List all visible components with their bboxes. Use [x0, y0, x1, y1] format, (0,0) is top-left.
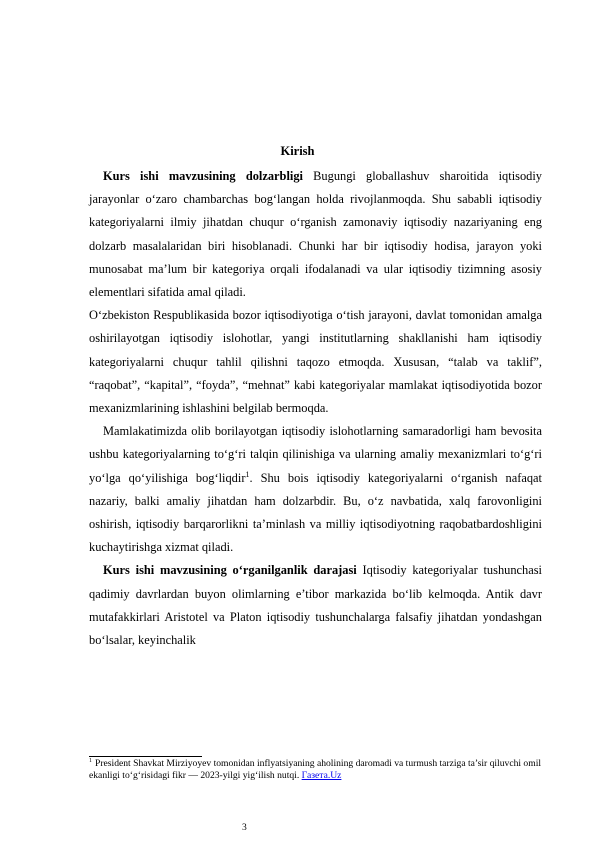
reforms-text: Mamlakatimizda olib borilayotgan iqtisodiy islohotlarning samaradorligi ham bevosita ushbu kategoriyalarning to‘g‘ri talqin qilinishiga va ularning amaliy mexanizmlari to‘g‘ri yo‘lga qo‘yilishiga bog‘liqdir: [89, 424, 542, 485]
footnote: [89, 758, 549, 781]
footnote-separator: [89, 756, 202, 757]
reforms-tail: . Shu bois iqtisodiy kategoriyalarni o‘rganish nafaqat nazariy, balki amaliy jihatdan ham dolzarbdir. Bu, o‘z navbatida, xalq farovonligini oshirish, iqtisodiy barqarorlikni ta’minlash va milliy iqtisodiyotning raqobatbardoshligini kuchaytirishga xizmat qiladi.: [89, 470, 542, 555]
paragraph-reforms: [89, 420, 542, 559]
footnote-marker: 1: [89, 757, 92, 764]
paragraph-uzbekistan: O‘zbekiston Respublikasida bozor iqtisodiyotiga o‘tish jarayoni, davlat tomonidan amalga oshirilayotgan iqtisodiy islohotlar, yangi institutlarning shakllanishi ham iqtisodiy kategoriyalarni chuqur tahlil qilishni taqozo etmoqda. Xususan, “talab va taklif”, “raqobat”, “kapital”, “foyda”, “mehnat” kabi kategoriyalar mamlakat iqtisodiyotida bozor mexanizmlarining ishlashini belgilab bermoqda.: [89, 308, 542, 416]
relevance-text: Bugungi globallashuv sharoitida iqtisodiy jarayonlar o‘zaro chambarchas bog‘langan holda rivojlanmoqda. Shu sababli iqtisodiy kategoriyalarni ilmiy jihatdan chuqur o‘rganish zamonaviy iqtisodiy nazariyaning eng dolzarb masalalaridan biri hisoblanadi. Chunki har bir iqtisodiy hodisa, jarayon yoki munosabat ma’lum bir kategoriya orqali ifodalanadi va ular iqtisodiy tizimning asosiy elementlari sifatida amal qiladi.: [89, 169, 542, 300]
footnote-reference[interactable]: 1: [245, 469, 250, 479]
footnote-text: President Shavkat Mirziyoyev tomonidan inflyatsiyaning aholining daromadi va turmush tarziga ta’sir qiluvchi omil ekanligi to‘g‘risidagi fikr — 2023-yilgi yig‘ilish nutqi.: [89, 758, 542, 781]
study-level-lead: Kurs ishi mavzusining o‘rganilganlik darajasi: [103, 563, 357, 578]
body-text: [89, 165, 542, 652]
page-number: 3: [242, 822, 247, 833]
relevance-lead: Kurs ishi mavzusining dolzarbligi: [103, 169, 303, 183]
footnote-source-link[interactable]: Газета.Uz: [301, 769, 342, 781]
section-title: Kirish: [280, 144, 315, 158]
paragraph-relevance: [89, 165, 542, 304]
study-level-text: Iqtisodiy kategoriyalar tushunchasi qadimiy davrlardan buyon olimlarning e’tibor markazida bo‘lib kelmoqda. Antik davr mutafakkirlari Aristotel va Platon iqtisodiy tushunchalarga falsafiy jihatdan yondashgan bo‘lsalar, keyinchalik: [89, 563, 542, 648]
paragraph-study-level: [89, 559, 542, 652]
